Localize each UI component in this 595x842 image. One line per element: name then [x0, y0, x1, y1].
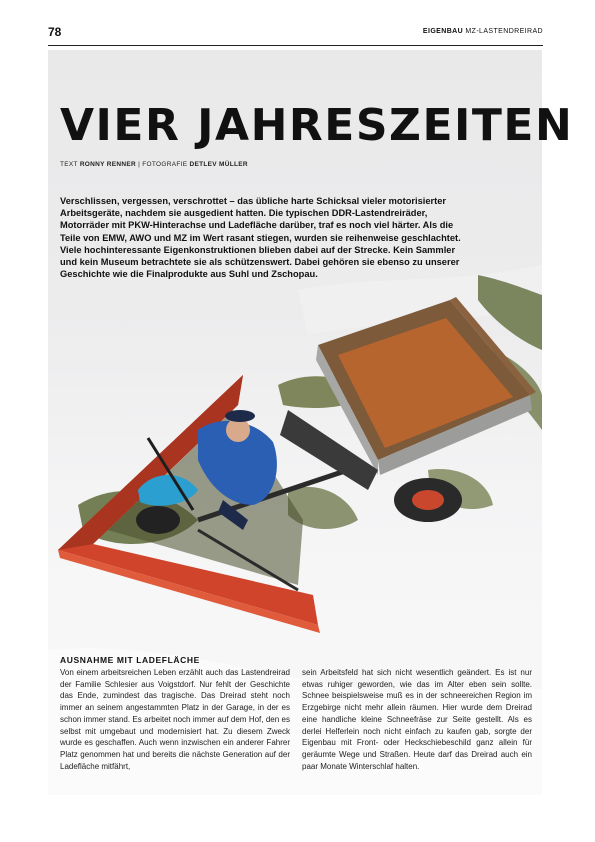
headline: VIER JAHRESZEITEN [60, 100, 574, 151]
credit-separator: | [138, 161, 141, 168]
running-head-section: EIGENBAU [422, 28, 464, 35]
byline [60, 161, 248, 168]
page-number: 78 [48, 25, 62, 39]
author-name: RONNY RENNER [79, 161, 137, 168]
body-column-right: sein Arbeitsfeld hat sich nicht wesentlich geändert. Es ist nur etwas ruhiger geworden, wie das im Alter eben sein sollte. Schnee beispielsweise muß es in der schneereichen Region im Erzgebirge nicht mehr allein räumen. Hier wurde dem Dreirad eine handliche kleine Schneefräse zur Seite gestellt. Als es derlei Helferlein noch nicht einfach zu kaufen gab, sorgte der Eigenbau mit Front- oder Heckschiebeschild ganz allein für geräumte Wege und Straßen. Heute darf das Dreirad auch ein paar Monate Winterschlaf halten. [302, 668, 532, 771]
photo-credit-label: FOTOGRAFIE [142, 161, 188, 168]
section-subheading: AUSNAHME MIT LADEFLÄCHE [60, 655, 200, 665]
photographer-name: DETLEV MÜLLER [189, 161, 248, 168]
body-column-left: Von einem arbeitsreichen Leben erzählt auch das Lastendreirad der Familie Schlesier aus Voigstdorf. Nur fehlt der Geschichte das Ende, zumindest das tragische. Das Dreirad steht noch immer an seinem angestammten Platz in der Garage, in der es schon immer stand. Es arbeitet noch immer auf dem Hof, den es selbst mit umgebaut und modernisiert hat. Zu diesem Zweck wurde es geschaffen. Auch wenn inzwischen ein anderer Fahrer Platz genommen hat und bereits die nächste Generation auf der Ladefläche mitfährt, [60, 668, 290, 771]
text-credit-label: TEXT [60, 161, 78, 168]
header-rule [48, 45, 543, 46]
intro-paragraph: Verschlissen, vergessen, verschrottet – das übliche harte Schicksal vieler motorisierter Arbeitsgeräte, nachdem sie ausgedient hatten. Die typischen DDR-Lastendreiräder, Motorräder mit PKW-Hinterachse und Ladefläche darüber, traf es noch viel härter. Als die Teile von EMW, AWO und MZ im Wert rasant stiegen, wurden sie reihenweise geschlachtet. Viele hochinteressante Eigenkonstruktionen blieben dabei auf der Strecke. Kein Sammler und kein Museum betrachtete sie als schützenswert. Dabei gehören sie ebenso zu unserer Geschichte wie die Finalprodukte aus Suhl und Zschopau. [60, 196, 461, 280]
running-head-topic: MZ-LASTENDREIRAD [465, 28, 543, 35]
running-head [423, 28, 543, 35]
